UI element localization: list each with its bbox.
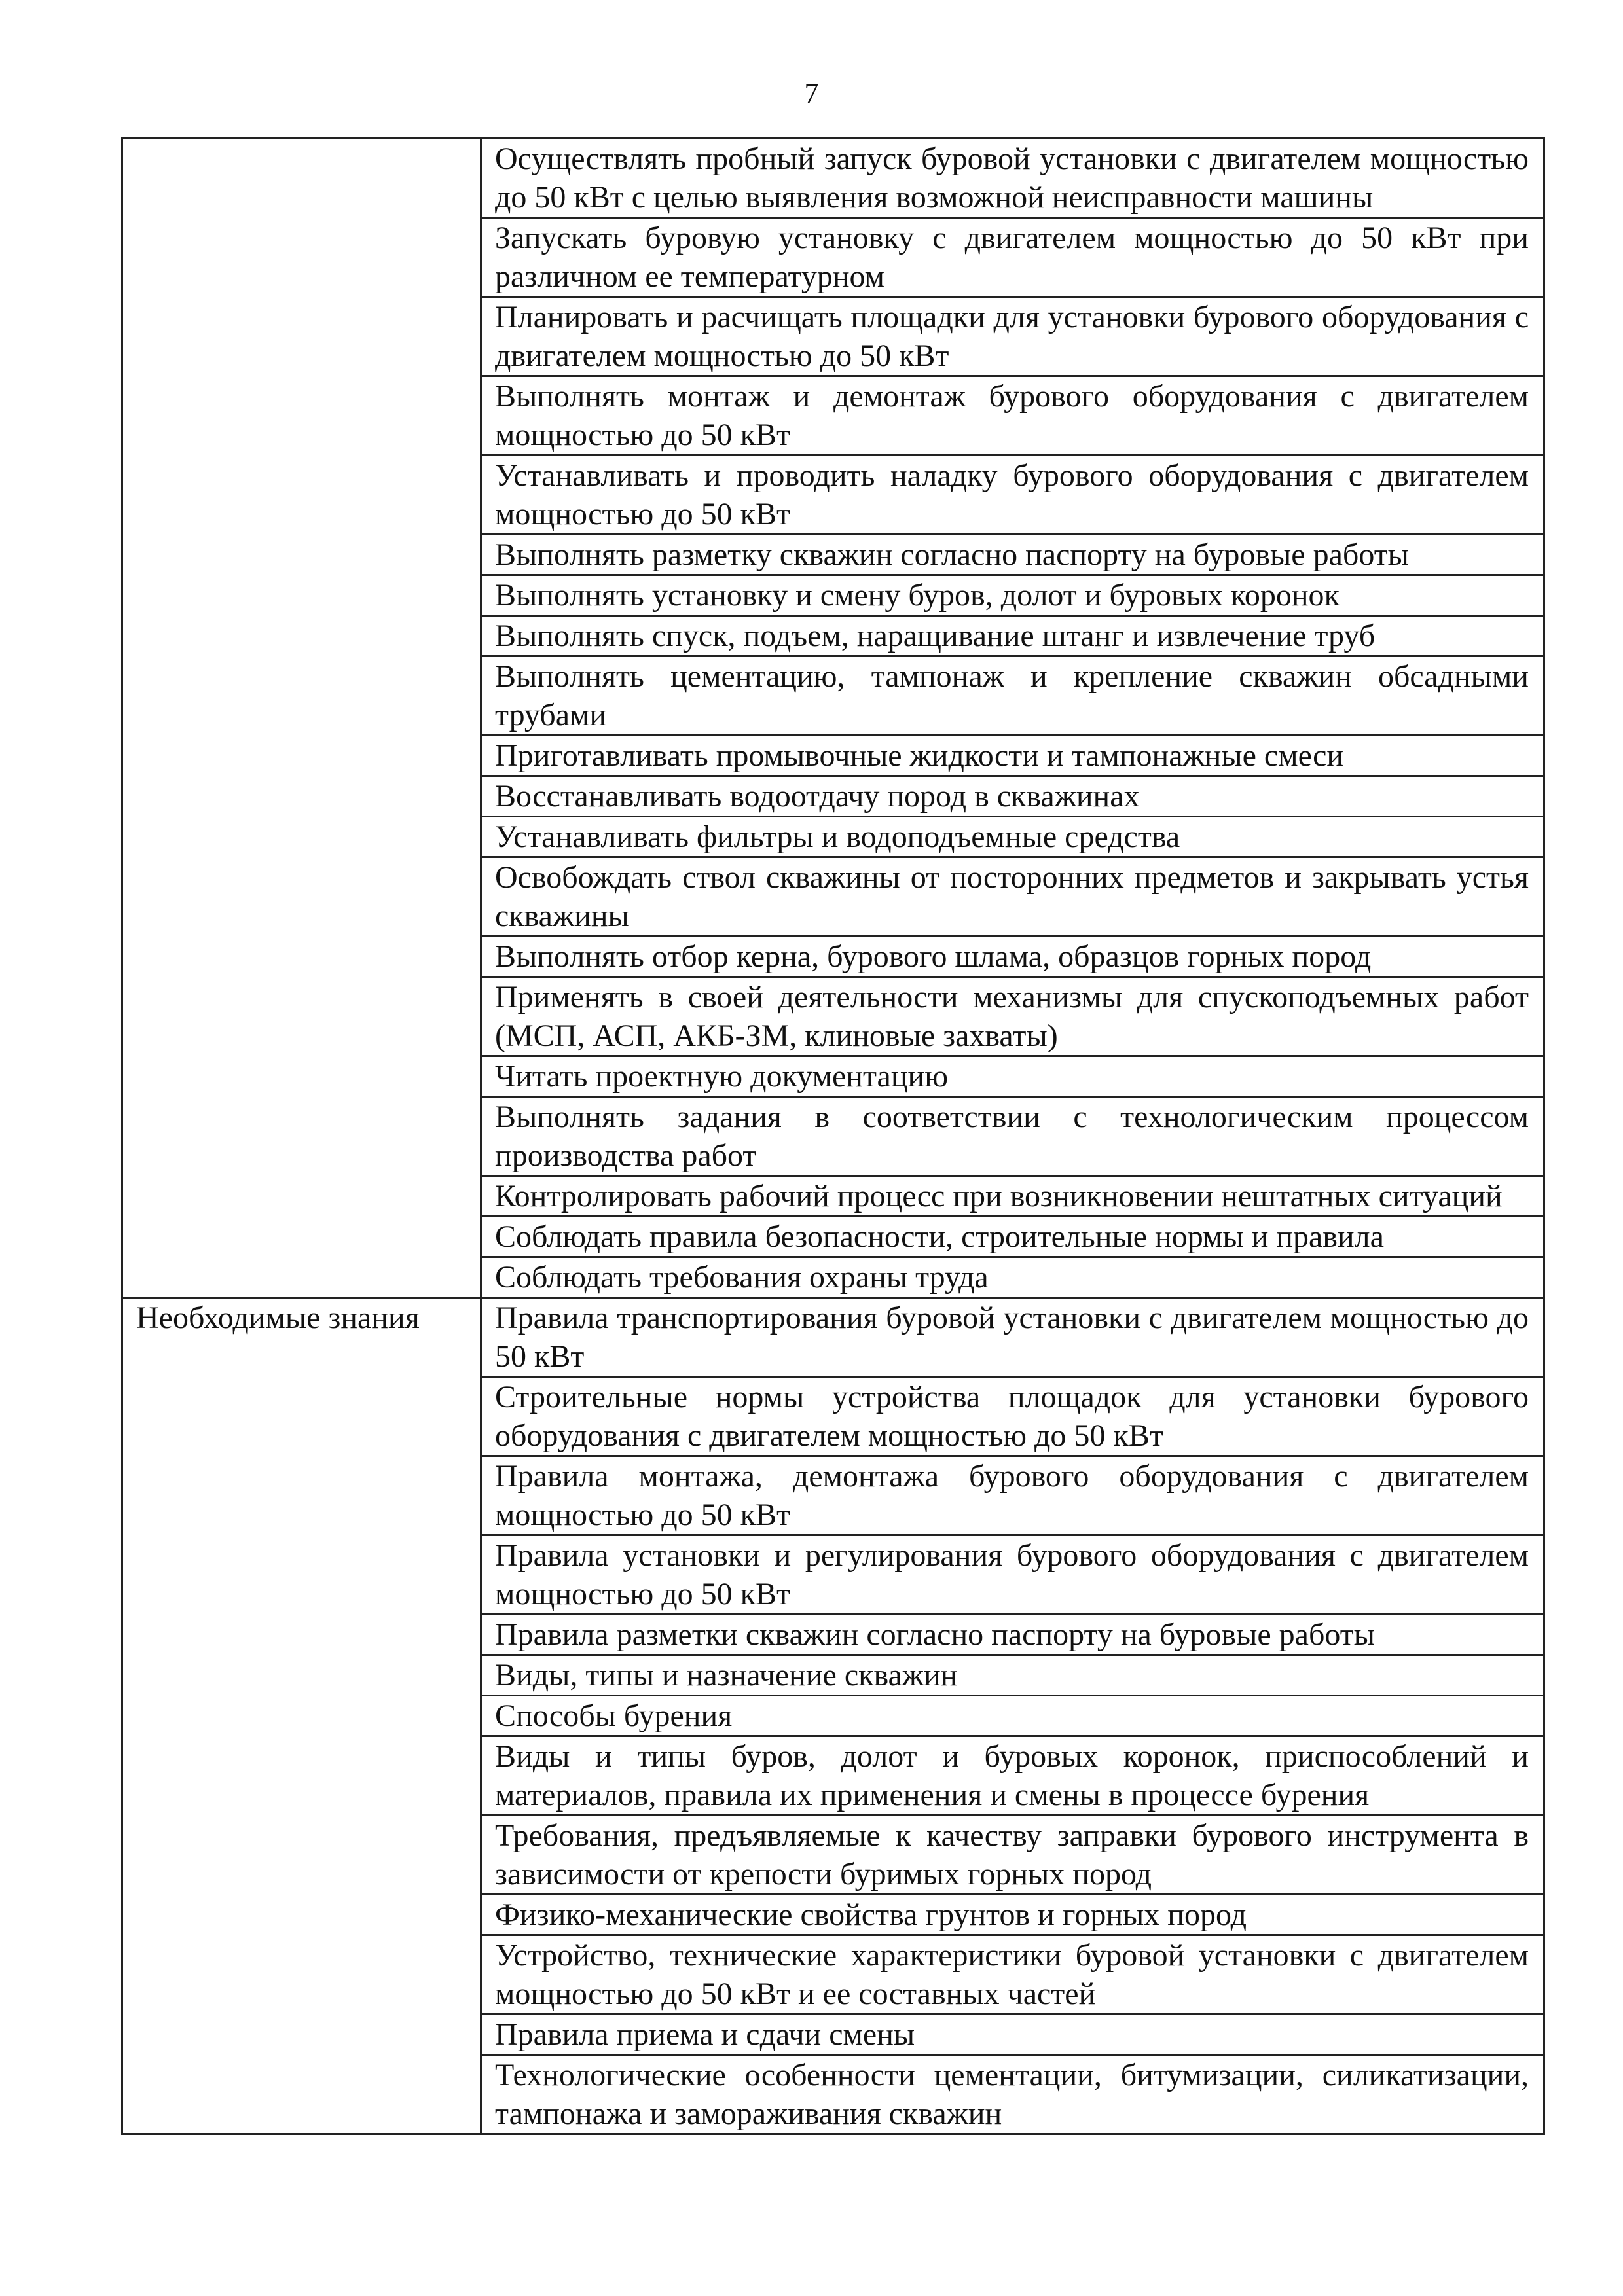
knowledge-item: Требования, предъявляемые к качеству заправки бурового инструмента в зависимости от крепости буримых горных пород: [481, 1816, 1544, 1895]
skill-item: Выполнять цементацию, тампонаж и крепление скважин обсадными трубами: [481, 656, 1544, 736]
knowledge-item: Физико-механические свойства грунтов и горных пород: [481, 1895, 1544, 1935]
knowledge-item: Правила монтажа, демонтажа бурового оборудования с двигателем мощностью до 50 кВт: [481, 1456, 1544, 1535]
skill-item: Планировать и расчищать площадки для установки бурового оборудования с двигателем мощностью до 50 кВт: [481, 297, 1544, 376]
knowledge-item: Устройство, технические характеристики буровой установки с двигателем мощностью до 50 кВт и ее составных частей: [481, 1935, 1544, 2015]
skill-item: Выполнять монтаж и демонтаж бурового оборудования с двигателем мощностью до 50 кВт: [481, 376, 1544, 456]
skill-item: Осуществлять пробный запуск буровой установки с двигателем мощностью до 50 кВт с целью выявления возможной неисправности машины: [481, 139, 1544, 218]
requirements-table: [121, 137, 1545, 2135]
skill-item: Контролировать рабочий процесс при возникновении нештатных ситуаций: [481, 1176, 1544, 1217]
skill-item: Соблюдать требования охраны труда: [481, 1257, 1544, 1298]
knowledge-item: Виды, типы и назначение скважин: [481, 1655, 1544, 1696]
skill-item: Соблюдать правила безопасности, строительные нормы и правила: [481, 1217, 1544, 1257]
knowledge-item: Правила установки и регулирования бурового оборудования с двигателем мощностью до 50 кВт: [481, 1535, 1544, 1615]
knowledge-item: Правила транспортирования буровой установки с двигателем мощностью до 50 кВт: [481, 1298, 1544, 1377]
skill-item: Читать проектную документацию: [481, 1056, 1544, 1097]
skills-label-cell: [122, 139, 481, 1298]
skill-item: Выполнять разметку скважин согласно паспорту на буровые работы: [481, 535, 1544, 575]
skill-item: Запускать буровую установку с двигателем мощностью до 50 кВт при различном ее температурном: [481, 218, 1544, 297]
skill-item: Освобождать ствол скважины от посторонних предметов и закрывать устья скважины: [481, 857, 1544, 937]
skill-item: Выполнять спуск, подъем, наращивание штанг и извлечение труб: [481, 616, 1544, 656]
skill-item: Устанавливать и проводить наладку бурового оборудования с двигателем мощностью до 50 кВт: [481, 456, 1544, 535]
knowledge-label-cell: Необходимые знания: [122, 1298, 481, 2134]
knowledge-item: Правила приема и сдачи смены: [481, 2015, 1544, 2055]
knowledge-item: Способы бурения: [481, 1696, 1544, 1736]
table-row: [122, 139, 1544, 218]
skill-item: Выполнять отбор керна, бурового шлама, образцов горных пород: [481, 937, 1544, 977]
table-body: [122, 139, 1544, 2134]
knowledge-item: Правила разметки скважин согласно паспорту на буровые работы: [481, 1615, 1544, 1655]
knowledge-item: Технологические особенности цементации, битумизации, силикатизации, тампонажа и замораживания скважин: [481, 2055, 1544, 2134]
skill-item: Выполнять задания в соответствии с технологическим процессом производства работ: [481, 1097, 1544, 1176]
knowledge-item: Виды и типы буров, долот и буровых коронок, приспособлений и материалов, правила их применения и смены в процессе бурения: [481, 1736, 1544, 1816]
page-number: 7: [804, 77, 819, 109]
skill-item: Приготавливать промывочные жидкости и тампонажные смеси: [481, 736, 1544, 776]
skill-item: Применять в своей деятельности механизмы для спускоподъемных работ (МСП, АСП, АКБ-ЗМ, клиновые захваты): [481, 977, 1544, 1056]
table-row: [122, 1298, 1544, 1377]
skill-item: Восстанавливать водоотдачу пород в скважинах: [481, 776, 1544, 817]
knowledge-item: Строительные нормы устройства площадок для установки бурового оборудования с двигателем мощностью до 50 кВт: [481, 1377, 1544, 1456]
skill-item: Выполнять установку и смену буров, долот и буровых коронок: [481, 575, 1544, 616]
skill-item: Устанавливать фильтры и водоподъемные средства: [481, 817, 1544, 857]
